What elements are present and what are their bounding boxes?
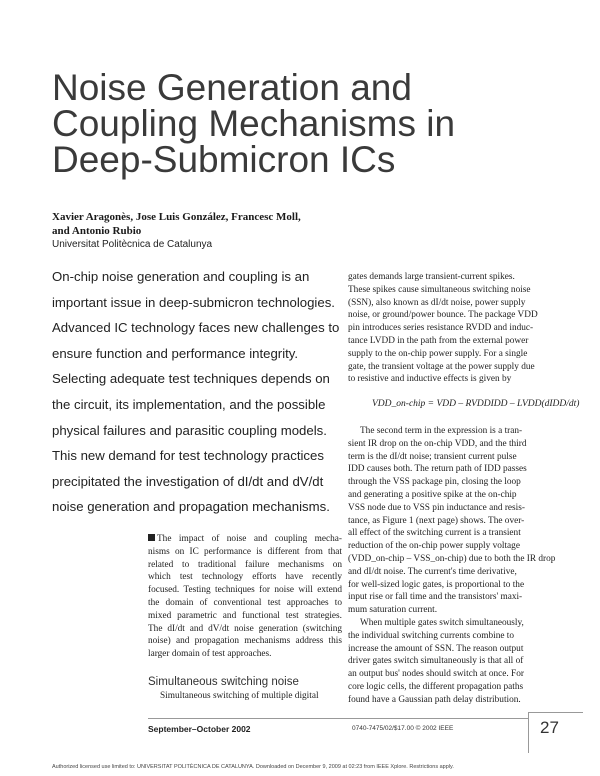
abstract-line: On-chip noise generation and coupling is an bbox=[52, 269, 310, 284]
body-line: The second term in the expression is a tran- bbox=[360, 426, 523, 436]
intro-paragraph bbox=[148, 533, 342, 661]
body-line: focused. Testing techniques for noise will extend bbox=[148, 585, 342, 596]
body-line: increase the amount of SSN. The reason output bbox=[348, 643, 524, 654]
affiliation: Universitat Politècnica de Catalunya bbox=[52, 239, 213, 250]
license-notice: Authorized licensed use limited to: UNIVERSITAT POLITÈCNICA DE CATALUNYA. Downloaded on December 9, 2009 at 02:23 from IEEE Xplore. Restrictions apply. bbox=[52, 764, 454, 770]
body-line: driver gates switch simultaneously is that all of bbox=[348, 656, 524, 667]
body-line: When multiple gates switch simultaneously, bbox=[360, 617, 524, 628]
equation: VDD_on-chip = VDD – RVDDIDD – LVDD(dIDD/dt) bbox=[372, 399, 580, 409]
body-line: and dI/dt noise. The current's time derivative, bbox=[348, 566, 517, 577]
body-line: (SSN), also known as dI/dt noise, power supply bbox=[348, 297, 526, 308]
body-line: noise) and propagation mechanisms address this bbox=[148, 636, 342, 647]
author-line: and Antonio Rubio bbox=[52, 225, 142, 237]
body-line: found have a Gaussian path delay distribution. bbox=[348, 694, 521, 705]
body-line: all effect of the switching current is a transient bbox=[348, 528, 521, 539]
body-line: sient IR drop on the on-chip VDD, and the third bbox=[348, 438, 527, 449]
body-text: The impact of noise and coupling mecha- bbox=[157, 534, 342, 544]
title-line: Coupling Mechanisms in bbox=[52, 103, 456, 144]
body-line: noise, or ground/power bounce. The package VDD bbox=[348, 310, 538, 321]
article-title bbox=[52, 67, 552, 180]
section-first-line: Simultaneous switching of multiple digital bbox=[160, 691, 319, 701]
body-line: mum saturation current. bbox=[348, 605, 438, 616]
footer-rule bbox=[148, 718, 528, 719]
body-line: pin introduces series resistance RVDD and induc- bbox=[348, 323, 534, 334]
right-column-body bbox=[348, 425, 556, 707]
body-line: the domain of conventional test approaches to bbox=[148, 597, 342, 608]
abstract-line: physical failures and parasitic coupling models. bbox=[52, 422, 327, 438]
body-line: (VDD_on-chip – VSS_on-chip) due to both the IR drop bbox=[348, 553, 556, 564]
body-line: related to traditional failure mechanisms on bbox=[148, 559, 342, 570]
body-line: reduction of the on-chip power supply voltage bbox=[348, 541, 520, 552]
body-line: VSS node due to VSS pin inductance and resis- bbox=[348, 502, 525, 513]
abstract-line: the circuit, its implementation, and the possible bbox=[52, 396, 326, 412]
abstract-line: noise generation and propagation mechanisms. bbox=[52, 499, 330, 515]
body-line: nisms on IC performance is different from that bbox=[148, 546, 342, 557]
body-line: through the VSS package pin, closing the loop bbox=[348, 477, 521, 488]
body-line: input rise or fall time and the transistors' maxi- bbox=[348, 592, 523, 603]
body-line bbox=[148, 533, 342, 546]
abstract-line: precipitated the investigation of dI/dt and dV/dt bbox=[52, 473, 324, 489]
abstract-line: Selecting adequate test techniques depends on bbox=[52, 371, 330, 387]
body-line: mixed parametric and functional test strategies. bbox=[148, 610, 342, 621]
body-line: gate, the transient voltage at the power supply due bbox=[348, 361, 535, 372]
body-line: term is the dI/dt noise; transient current pulse bbox=[348, 451, 517, 462]
body-line: an output bus' nodes should switch at once. For bbox=[348, 669, 524, 680]
section-heading: Simultaneous switching noise bbox=[148, 676, 299, 688]
body-line: gates demands large transient-current spikes. bbox=[348, 272, 515, 282]
body-line: core logic cells, the different propagation paths bbox=[348, 681, 524, 692]
body-line: the individual switching currents combine to bbox=[348, 630, 515, 641]
body-line: The dI/dt and dV/dt noise generation (switching bbox=[148, 623, 342, 634]
title-line: Noise Generation and bbox=[52, 67, 412, 108]
body-line: These spikes cause simultaneous switching noise bbox=[348, 284, 531, 295]
body-line: for well-sized logic gates, is proportional to the bbox=[348, 579, 525, 590]
title-line: Deep-Submicron ICs bbox=[52, 139, 396, 180]
body-line: tance LVDD in the path from the external power bbox=[348, 335, 529, 346]
body-line: to resistive and inductive effects is given by bbox=[348, 374, 512, 385]
abstract-line: important issue in deep-submicron technologies. bbox=[52, 294, 335, 310]
abstract-line: This new demand for test technology practices bbox=[52, 448, 324, 464]
page-number: 27 bbox=[540, 718, 559, 737]
author-line: Xavier Aragonès, Jose Luis González, Francesc Moll, bbox=[52, 211, 301, 223]
body-line: larger domain of test approaches. bbox=[148, 649, 272, 660]
right-column-top bbox=[348, 271, 538, 386]
author-block bbox=[52, 210, 301, 252]
body-line: IDD causes both. The return path of IDD passes bbox=[348, 464, 527, 475]
body-line: tance, as Figure 1 (next page) shows. The over- bbox=[348, 515, 525, 526]
abstract-line: Advanced IC technology faces new challenges to bbox=[52, 320, 340, 336]
body-line: supply to the on-chip power supply. For a single bbox=[348, 348, 528, 359]
abstract bbox=[52, 264, 344, 520]
body-line: and generating a positive spike at the on-chip bbox=[348, 489, 517, 500]
abstract-line: ensure function and performance integrity. bbox=[52, 345, 299, 361]
issn-copyright: 0740-7475/02/$17.00 © 2002 IEEE bbox=[352, 725, 454, 732]
square-bullet-icon bbox=[148, 534, 155, 541]
issue-date: September–October 2002 bbox=[148, 724, 251, 734]
body-line: which test technology efforts have recently bbox=[148, 572, 342, 583]
